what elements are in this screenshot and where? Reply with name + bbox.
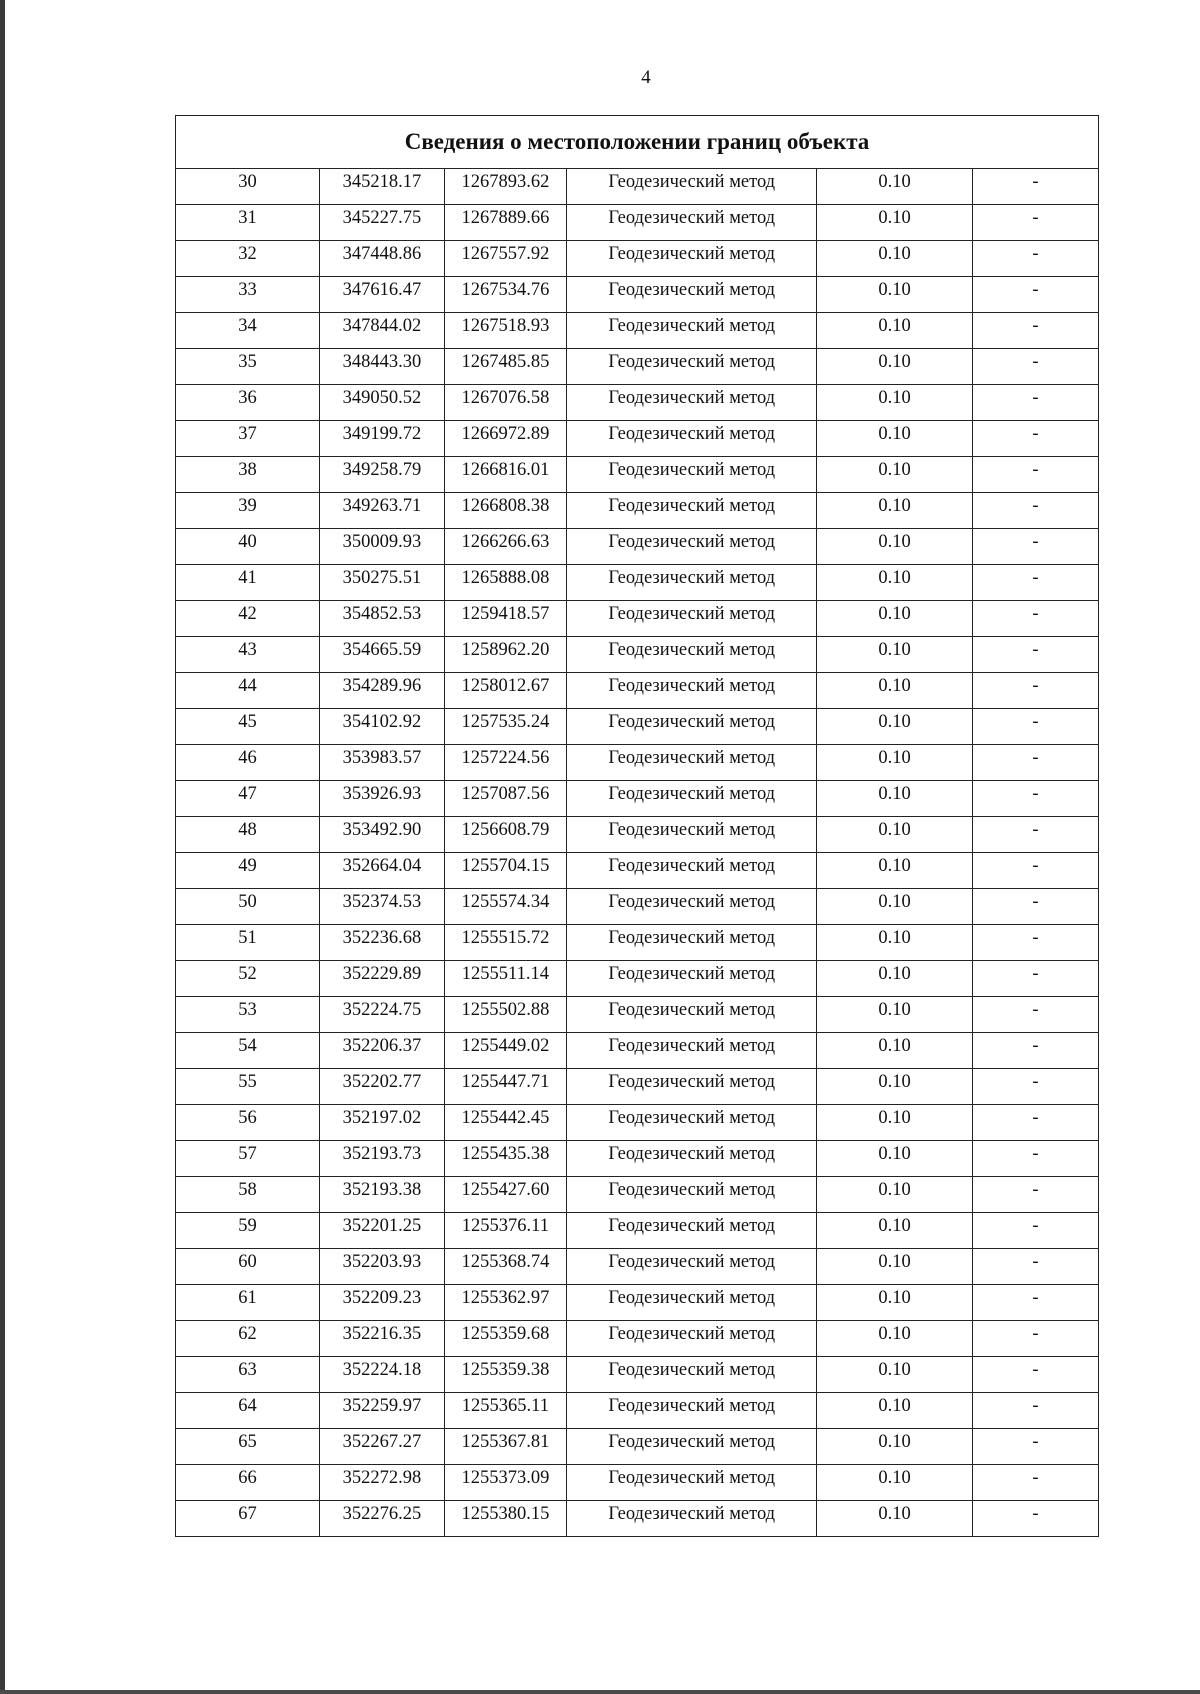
method-cell: Геодезический метод — [567, 529, 817, 565]
y-coordinate-cell: 1266972.89 — [444, 421, 567, 457]
method-cell: Геодезический метод — [567, 601, 817, 637]
coordinates-table — [176, 169, 1098, 1536]
x-coordinate-cell: 352216.35 — [320, 1321, 445, 1357]
note-cell: - — [972, 1033, 1098, 1069]
accuracy-cell: 0.10 — [817, 1501, 973, 1537]
point-number-cell: 61 — [176, 1285, 320, 1321]
accuracy-cell: 0.10 — [817, 205, 973, 241]
point-number-cell: 36 — [176, 385, 320, 421]
y-coordinate-cell: 1255574.34 — [444, 889, 567, 925]
x-coordinate-cell: 348443.30 — [320, 349, 445, 385]
table-row — [176, 997, 1098, 1033]
y-coordinate-cell: 1257087.56 — [444, 781, 567, 817]
accuracy-cell: 0.10 — [817, 241, 973, 277]
method-cell: Геодезический метод — [567, 961, 817, 997]
x-coordinate-cell: 345227.75 — [320, 205, 445, 241]
x-coordinate-cell: 350009.93 — [320, 529, 445, 565]
note-cell: - — [972, 961, 1098, 997]
accuracy-cell: 0.10 — [817, 1357, 973, 1393]
method-cell: Геодезический метод — [567, 1105, 817, 1141]
accuracy-cell: 0.10 — [817, 493, 973, 529]
note-cell: - — [1032, 1504, 1039, 1524]
method-cell: Геодезический метод — [567, 277, 817, 313]
point-number-cell: 49 — [176, 853, 320, 889]
x-coordinate-cell: 347448.86 — [320, 241, 445, 277]
note-cell: - — [972, 1177, 1098, 1213]
y-coordinate-cell: 1267557.92 — [444, 241, 567, 277]
scan-edge-bottom — [0, 1690, 1200, 1694]
x-coordinate-cell: 352203.93 — [320, 1249, 445, 1285]
accuracy-cell: 0.10 — [817, 1141, 973, 1177]
note-cell: - — [972, 889, 1098, 925]
y-coordinate-cell: 1255368.74 — [444, 1249, 567, 1285]
table-row — [176, 889, 1098, 925]
point-number-cell: 40 — [176, 529, 320, 565]
y-coordinate-cell: 1255362.97 — [444, 1285, 567, 1321]
y-coordinate-cell: 1255427.60 — [444, 1177, 567, 1213]
accuracy-cell: 0.10 — [817, 1177, 973, 1213]
accuracy-cell: 0.10 — [817, 1465, 973, 1501]
accuracy-cell: 0.10 — [817, 961, 973, 997]
method-cell: Геодезический метод — [567, 1465, 817, 1501]
y-coordinate-cell: 1255359.38 — [444, 1357, 567, 1393]
note-cell: - — [972, 205, 1098, 241]
method-cell: Геодезический метод — [567, 853, 817, 889]
note-cell: - — [972, 637, 1098, 673]
y-coordinate-cell: 1267076.58 — [444, 385, 567, 421]
x-coordinate-cell: 352229.89 — [320, 961, 445, 997]
table-row — [176, 277, 1098, 313]
x-coordinate-cell: 352276.25 — [320, 1501, 445, 1537]
x-coordinate-cell: 352202.77 — [320, 1069, 445, 1105]
x-coordinate-cell: 349199.72 — [320, 421, 445, 457]
table-row — [176, 529, 1098, 565]
y-coordinate-cell: 1255367.81 — [444, 1429, 567, 1465]
accuracy-cell: 0.10 — [817, 997, 973, 1033]
table-row — [176, 313, 1098, 349]
y-coordinate-cell: 1267518.93 — [444, 313, 567, 349]
point-number-cell: 62 — [176, 1321, 320, 1357]
method-cell: Геодезический метод — [567, 709, 817, 745]
x-coordinate-cell: 354852.53 — [320, 601, 445, 637]
note-cell: - — [972, 493, 1098, 529]
table-row — [176, 421, 1098, 457]
table-row — [176, 205, 1098, 241]
accuracy-cell: 0.10 — [817, 1213, 973, 1249]
point-number-cell: 63 — [176, 1357, 320, 1393]
y-coordinate-cell: 1257224.56 — [444, 745, 567, 781]
x-coordinate-cell: 352201.25 — [320, 1213, 445, 1249]
accuracy-cell: 0.10 — [817, 1429, 973, 1465]
note-cell: - — [972, 313, 1098, 349]
page-number: 4 — [641, 67, 651, 88]
x-coordinate-cell: 352197.02 — [320, 1105, 445, 1141]
accuracy-cell: 0.10 — [817, 1393, 973, 1429]
point-number-cell: 52 — [176, 961, 320, 997]
point-number-cell: 45 — [176, 709, 320, 745]
x-coordinate-cell: 352374.53 — [320, 889, 445, 925]
table-row — [176, 637, 1098, 673]
note-cell: - — [972, 349, 1098, 385]
x-coordinate-cell: 350275.51 — [320, 565, 445, 601]
method-cell: Геодезический метод — [567, 1033, 817, 1069]
method-cell: Геодезический метод — [567, 1321, 817, 1357]
table-row — [176, 1321, 1098, 1357]
x-coordinate-cell: 352272.98 — [320, 1465, 445, 1501]
table-row — [176, 745, 1098, 781]
note-cell: - — [972, 1249, 1098, 1285]
method-cell: Геодезический метод — [567, 673, 817, 709]
table-row — [176, 241, 1098, 277]
method-cell: Геодезический метод — [567, 781, 817, 817]
accuracy-cell: 0.10 — [817, 169, 973, 205]
point-number-cell: 41 — [176, 565, 320, 601]
method-cell: Геодезический метод — [567, 1429, 817, 1465]
note-cell: - — [972, 529, 1098, 565]
point-number-cell: 51 — [176, 925, 320, 961]
y-coordinate-cell: 1256608.79 — [444, 817, 567, 853]
y-coordinate-cell: 1255442.45 — [444, 1105, 567, 1141]
y-coordinate-cell: 1255435.38 — [444, 1141, 567, 1177]
accuracy-cell: 0.10 — [817, 421, 973, 457]
y-coordinate-cell: 1255359.68 — [444, 1321, 567, 1357]
table-row — [176, 1501, 1098, 1537]
point-number-cell: 64 — [176, 1393, 320, 1429]
note-cell: - — [972, 385, 1098, 421]
note-cell: - — [972, 421, 1098, 457]
method-cell: Геодезический метод — [567, 1069, 817, 1105]
accuracy-cell: 0.10 — [817, 925, 973, 961]
point-number-cell: 44 — [176, 673, 320, 709]
accuracy-cell: 0.10 — [817, 1105, 973, 1141]
boundary-table — [175, 115, 1099, 1537]
accuracy-cell: 0.10 — [817, 565, 973, 601]
point-number-cell: 31 — [176, 205, 320, 241]
y-coordinate-cell: 1266816.01 — [444, 457, 567, 493]
x-coordinate-cell: 347616.47 — [320, 277, 445, 313]
accuracy-cell: 0.10 — [817, 1033, 973, 1069]
method-cell: Геодезический метод — [567, 1501, 817, 1537]
method-cell: Геодезический метод — [567, 997, 817, 1033]
note-cell: - — [972, 781, 1098, 817]
x-coordinate-cell: 352236.68 — [320, 925, 445, 961]
table-row — [176, 1393, 1098, 1429]
method-cell: Геодезический метод — [567, 241, 817, 277]
method-cell: Геодезический метод — [567, 637, 817, 673]
method-cell: Геодезический метод — [567, 925, 817, 961]
accuracy-cell: 0.10 — [817, 601, 973, 637]
note-cell: - — [972, 277, 1098, 313]
point-number-cell: 59 — [176, 1213, 320, 1249]
x-coordinate-cell: 354665.59 — [320, 637, 445, 673]
method-cell: Геодезический метод — [567, 817, 817, 853]
table-row — [176, 601, 1098, 637]
x-coordinate-cell: 352206.37 — [320, 1033, 445, 1069]
x-coordinate-cell: 347844.02 — [320, 313, 445, 349]
y-coordinate-cell: 1258012.67 — [444, 673, 567, 709]
x-coordinate-cell: 345218.17 — [320, 169, 445, 205]
point-number-cell: 50 — [176, 889, 320, 925]
y-coordinate-cell: 1267889.66 — [444, 205, 567, 241]
table-row — [176, 1141, 1098, 1177]
point-number-cell: 67 — [176, 1501, 320, 1537]
y-coordinate-cell: 1257535.24 — [444, 709, 567, 745]
point-number-cell: 66 — [176, 1465, 320, 1501]
table-body — [176, 169, 1098, 1536]
note-cell: - — [972, 745, 1098, 781]
point-number-cell: 34 — [176, 313, 320, 349]
table-row — [176, 349, 1098, 385]
accuracy-cell: 0.10 — [817, 1285, 973, 1321]
method-cell: Геодезический метод — [567, 493, 817, 529]
table-row — [176, 817, 1098, 853]
note-cell: - — [972, 1465, 1098, 1501]
method-cell: Геодезический метод — [567, 1393, 817, 1429]
note-cell: - — [972, 241, 1098, 277]
x-coordinate-cell: 349258.79 — [320, 457, 445, 493]
point-number-cell: 39 — [176, 493, 320, 529]
table-row — [176, 169, 1098, 205]
table-title: Сведения о местоположении границ объекта — [176, 116, 1098, 169]
table-row — [176, 1213, 1098, 1249]
note-cell: - — [972, 1069, 1098, 1105]
table-row — [176, 781, 1098, 817]
y-coordinate-cell: 1255365.11 — [444, 1393, 567, 1429]
x-coordinate-cell: 352193.73 — [320, 1141, 445, 1177]
point-number-cell: 56 — [176, 1105, 320, 1141]
accuracy-cell: 0.10 — [817, 1249, 973, 1285]
note-cell: - — [972, 1285, 1098, 1321]
x-coordinate-cell: 353926.93 — [320, 781, 445, 817]
y-coordinate-cell: 1255515.72 — [444, 925, 567, 961]
method-cell: Геодезический метод — [567, 1285, 817, 1321]
x-coordinate-cell: 352224.18 — [320, 1357, 445, 1393]
accuracy-cell: 0.10 — [817, 529, 973, 565]
point-number-cell: 33 — [176, 277, 320, 313]
note-cell: - — [972, 997, 1098, 1033]
note-cell: - — [972, 1393, 1098, 1429]
point-number-cell: 48 — [176, 817, 320, 853]
point-number-cell: 60 — [176, 1249, 320, 1285]
point-number-cell: 38 — [176, 457, 320, 493]
y-coordinate-cell: 1267485.85 — [444, 349, 567, 385]
point-number-cell: 43 — [176, 637, 320, 673]
point-number-cell: 53 — [176, 997, 320, 1033]
method-cell: Геодезический метод — [567, 1141, 817, 1177]
accuracy-cell: 0.10 — [817, 817, 973, 853]
point-number-cell: 35 — [176, 349, 320, 385]
table-row — [176, 853, 1098, 889]
point-number-cell: 30 — [176, 169, 320, 205]
point-number-cell: 54 — [176, 1033, 320, 1069]
x-coordinate-cell: 352224.75 — [320, 997, 445, 1033]
x-coordinate-cell: 353983.57 — [320, 745, 445, 781]
table-row — [176, 1357, 1098, 1393]
accuracy-cell: 0.10 — [817, 1069, 973, 1105]
x-coordinate-cell: 352193.38 — [320, 1177, 445, 1213]
accuracy-cell: 0.10 — [817, 385, 973, 421]
x-coordinate-cell: 352259.97 — [320, 1393, 445, 1429]
method-cell: Геодезический метод — [567, 565, 817, 601]
y-coordinate-cell: 1255380.15 — [444, 1501, 567, 1537]
table-row — [176, 1465, 1098, 1501]
table-row — [176, 385, 1098, 421]
method-cell: Геодезический метод — [567, 169, 817, 205]
note-cell: - — [972, 925, 1098, 961]
table-row — [176, 1069, 1098, 1105]
y-coordinate-cell: 1255502.88 — [444, 997, 567, 1033]
point-number-cell: 65 — [176, 1429, 320, 1465]
table-row — [176, 709, 1098, 745]
point-number-cell: 37 — [176, 421, 320, 457]
x-coordinate-cell: 353492.90 — [320, 817, 445, 853]
y-coordinate-cell: 1265888.08 — [444, 565, 567, 601]
method-cell: Геодезический метод — [567, 385, 817, 421]
note-cell: - — [972, 1105, 1098, 1141]
y-coordinate-cell: 1266266.63 — [444, 529, 567, 565]
table-row — [176, 1429, 1098, 1465]
accuracy-cell: 0.10 — [817, 853, 973, 889]
y-coordinate-cell: 1255373.09 — [444, 1465, 567, 1501]
accuracy-cell: 0.10 — [817, 313, 973, 349]
table-row — [176, 1033, 1098, 1069]
x-coordinate-cell: 352267.27 — [320, 1429, 445, 1465]
accuracy-cell: 0.10 — [817, 1321, 973, 1357]
accuracy-cell: 0.10 — [817, 889, 973, 925]
table-row — [176, 1249, 1098, 1285]
method-cell: Геодезический метод — [567, 1249, 817, 1285]
method-cell: Геодезический метод — [567, 421, 817, 457]
y-coordinate-cell: 1255376.11 — [444, 1213, 567, 1249]
table-row — [176, 961, 1098, 997]
method-cell: Геодезический метод — [567, 313, 817, 349]
note-cell: - — [972, 1321, 1098, 1357]
point-number-cell: 32 — [176, 241, 320, 277]
table-row — [176, 673, 1098, 709]
method-cell: Геодезический метод — [567, 457, 817, 493]
method-cell: Геодезический метод — [567, 745, 817, 781]
method-cell: Геодезический метод — [567, 1213, 817, 1249]
table-row — [176, 925, 1098, 961]
point-number-cell: 57 — [176, 1141, 320, 1177]
accuracy-cell: 0.10 — [817, 637, 973, 673]
y-coordinate-cell: 1255704.15 — [444, 853, 567, 889]
accuracy-cell: 0.10 — [817, 277, 973, 313]
y-coordinate-cell: 1267534.76 — [444, 277, 567, 313]
note-cell: - — [972, 1141, 1098, 1177]
point-number-cell: 58 — [176, 1177, 320, 1213]
accuracy-cell: 0.10 — [817, 673, 973, 709]
note-cell: - — [972, 1357, 1098, 1393]
accuracy-cell: 0.10 — [817, 349, 973, 385]
table-row — [176, 457, 1098, 493]
accuracy-cell: 0.10 — [817, 781, 973, 817]
note-cell: - — [972, 601, 1098, 637]
x-coordinate-cell: 349050.52 — [320, 385, 445, 421]
x-coordinate-cell: 352209.23 — [320, 1285, 445, 1321]
table-row — [176, 1177, 1098, 1213]
accuracy-cell: 0.10 — [817, 457, 973, 493]
accuracy-cell: 0.10 — [817, 709, 973, 745]
point-number-cell: 55 — [176, 1069, 320, 1105]
y-coordinate-cell: 1267893.62 — [444, 169, 567, 205]
point-number-cell: 47 — [176, 781, 320, 817]
x-coordinate-cell: 352664.04 — [320, 853, 445, 889]
y-coordinate-cell: 1255449.02 — [444, 1033, 567, 1069]
x-coordinate-cell: 354289.96 — [320, 673, 445, 709]
y-coordinate-cell: 1266808.38 — [444, 493, 567, 529]
point-number-cell: 46 — [176, 745, 320, 781]
scan-edge-left — [0, 0, 5, 1694]
table-row — [176, 1285, 1098, 1321]
note-cell: - — [972, 853, 1098, 889]
note-cell: - — [972, 817, 1098, 853]
note-cell: - — [972, 709, 1098, 745]
method-cell: Геодезический метод — [567, 889, 817, 925]
note-cell: - — [972, 169, 1098, 205]
note-cell: - — [972, 1213, 1098, 1249]
table-row — [176, 1105, 1098, 1141]
method-cell: Геодезический метод — [567, 205, 817, 241]
x-coordinate-cell: 349263.71 — [320, 493, 445, 529]
point-number-cell: 42 — [176, 601, 320, 637]
accuracy-cell: 0.10 — [817, 745, 973, 781]
table-row — [176, 565, 1098, 601]
note-cell: - — [972, 457, 1098, 493]
note-cell: - — [972, 1429, 1098, 1465]
method-cell: Геодезический метод — [567, 1177, 817, 1213]
y-coordinate-cell: 1255511.14 — [444, 961, 567, 997]
method-cell: Геодезический метод — [567, 1357, 817, 1393]
table-row — [176, 493, 1098, 529]
y-coordinate-cell: 1258962.20 — [444, 637, 567, 673]
y-coordinate-cell: 1255447.71 — [444, 1069, 567, 1105]
note-cell: - — [972, 565, 1098, 601]
y-coordinate-cell: 1259418.57 — [444, 601, 567, 637]
method-cell: Геодезический метод — [567, 349, 817, 385]
note-cell: - — [972, 673, 1098, 709]
x-coordinate-cell: 354102.92 — [320, 709, 445, 745]
